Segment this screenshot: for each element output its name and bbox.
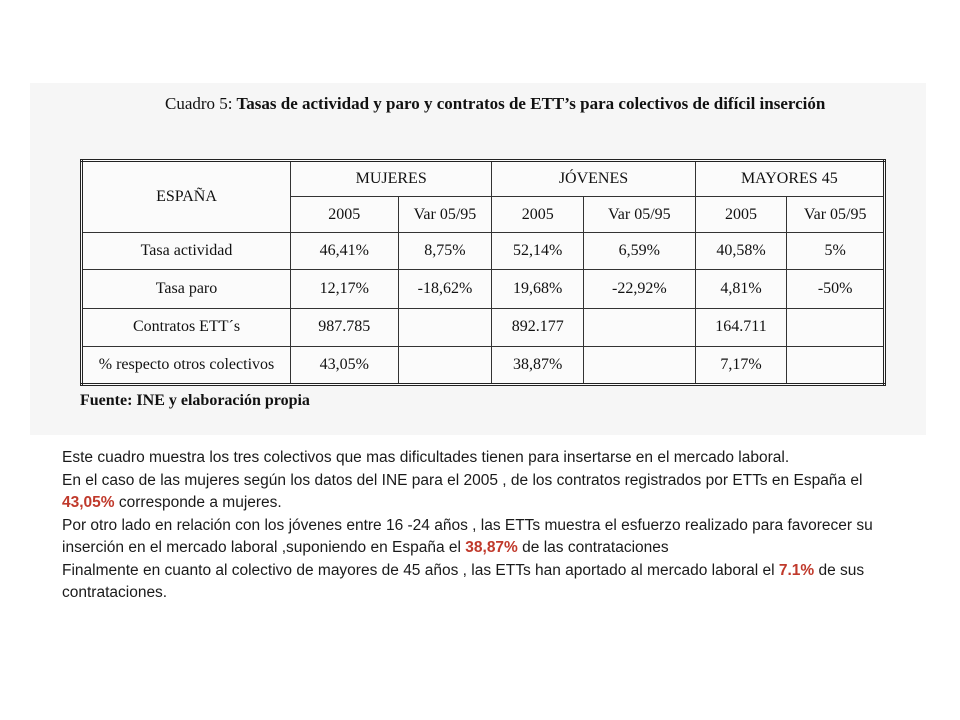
table-cell	[398, 346, 492, 384]
table-row	[82, 346, 885, 384]
group-header-jovenes: JÓVENES	[492, 161, 695, 197]
subheader-cell: 2005	[291, 197, 399, 233]
row-label: % respecto otros colectivos	[82, 346, 291, 384]
table-source-note: Fuente: INE y elaboración propia	[80, 392, 310, 409]
commentary-line: de las contrataciones	[517, 539, 669, 556]
caption-number: Cuadro 5:	[165, 94, 233, 113]
commentary-line: Finalmente en cuanto al colectivo de mayores de 45 años , las ETTs han aportado al mercado laboral el	[62, 561, 779, 579]
row-label: Tasa actividad	[82, 233, 291, 270]
commentary-line: corresponde a mujeres.	[114, 494, 282, 511]
commentary-line: Este cuadro muestra los tres colectivos que mas dificultades tienen para insertarse en el mercado laboral.	[62, 449, 790, 466]
table-cell: -50%	[787, 270, 885, 308]
subheader-cell: Var 05/95	[787, 197, 885, 233]
commentary-line: En el caso de las mujeres según los datos del INE para el 2005 , de los contratos registrados por ETTs en España el	[62, 471, 863, 489]
table-cell	[398, 308, 492, 346]
table-cell: 46,41%	[291, 233, 399, 270]
commentary-paragraph	[62, 515, 912, 560]
subheader-cell: Var 05/95	[398, 197, 492, 233]
group-header-mayores: MAYORES 45	[695, 161, 884, 197]
subheader-cell: Var 05/95	[584, 197, 696, 233]
highlight-mujeres-percentage: 43,05%	[62, 494, 115, 511]
table-row	[82, 233, 885, 270]
table-cell: 7,17%	[695, 346, 787, 384]
table-cell: 4,81%	[695, 270, 787, 308]
commentary-line: de sus contrataciones.	[62, 561, 865, 601]
table-row	[82, 308, 885, 346]
table-cell: -18,62%	[398, 270, 492, 308]
table-cell: 892.177	[492, 308, 584, 346]
table-cell	[787, 308, 885, 346]
table-cell: 12,17%	[291, 270, 399, 308]
table-cell: 52,14%	[492, 233, 584, 270]
table-cell	[584, 346, 696, 384]
data-table	[80, 159, 886, 386]
table-row	[82, 270, 885, 308]
commentary-paragraph	[62, 447, 912, 470]
commentary-paragraph	[62, 470, 912, 515]
table-cell	[584, 308, 696, 346]
group-header-mujeres: MUJERES	[291, 161, 492, 197]
table-corner-header: ESPAÑA	[82, 161, 291, 233]
table-group-header-row	[82, 161, 885, 197]
commentary-text	[62, 447, 912, 605]
commentary-line: Por otro lado en relación con los jóvenes entre 16 -24 años , las ETTs muestra el esfuerzo realizado para favorecer su inserción en el mercado laboral ,suponiendo en España el	[62, 516, 873, 556]
commentary-paragraph	[62, 560, 912, 605]
table-cell: 164.711	[695, 308, 787, 346]
table-cell: 43,05%	[291, 346, 399, 384]
table-cell: 5%	[787, 233, 885, 270]
table-cell: 8,75%	[398, 233, 492, 270]
table-cell: 40,58%	[695, 233, 787, 270]
highlight-mayores-percentage: 7.1%	[778, 561, 815, 579]
table-caption	[165, 94, 825, 114]
subheader-cell: 2005	[695, 197, 787, 233]
row-label: Tasa paro	[82, 270, 291, 308]
highlight-jovenes-percentage: 38,87%	[465, 539, 518, 556]
table-cell: 6,59%	[584, 233, 696, 270]
subheader-cell: 2005	[492, 197, 584, 233]
table-cell: 19,68%	[492, 270, 584, 308]
table-cell: -22,92%	[584, 270, 696, 308]
table-cell: 38,87%	[492, 346, 584, 384]
table-cell: 987.785	[291, 308, 399, 346]
row-label: Contratos ETT´s	[82, 308, 291, 346]
caption-title: Tasas de actividad y paro y contratos de ETT’s para colectivos de difícil inserción	[236, 94, 826, 113]
table-cell	[787, 346, 885, 384]
